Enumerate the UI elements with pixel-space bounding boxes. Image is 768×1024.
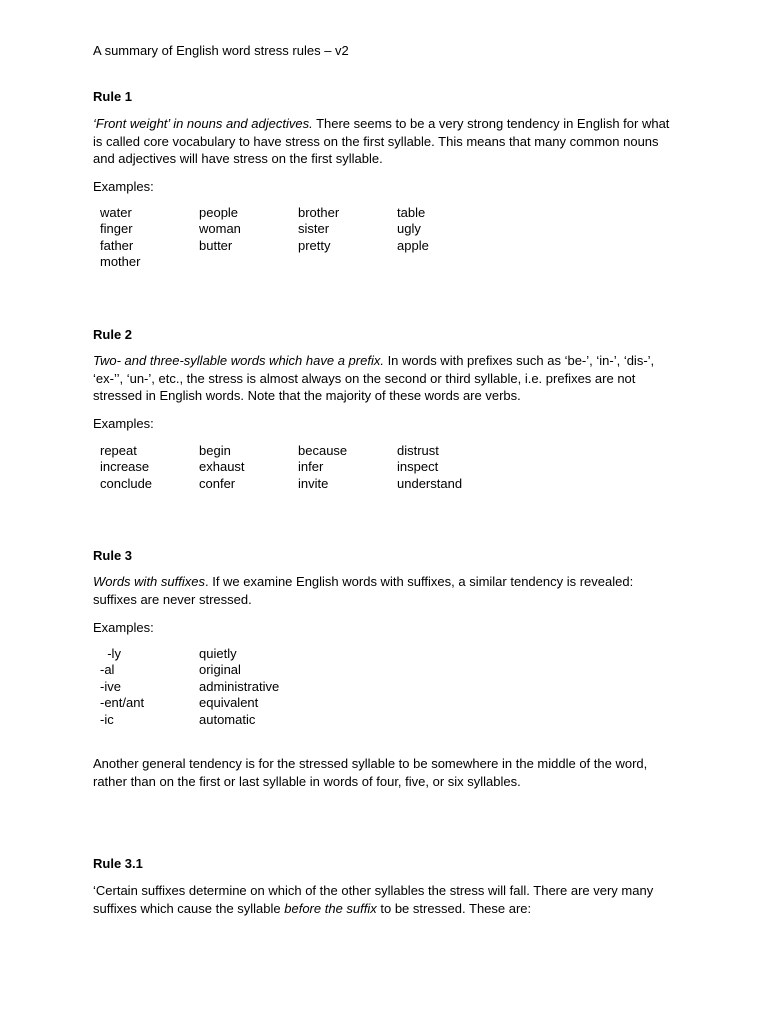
example-word: original [199,662,241,678]
table-row [100,459,496,475]
example-word: pretty [298,237,331,253]
table-row [100,662,319,678]
example-word: exhaust [199,459,245,475]
example-word: quietly [199,646,237,661]
rule-1-heading: Rule 1 [93,89,133,104]
rule-3-1-body-part2: to be stressed. These are: [376,900,532,916]
example-word: distrust [397,443,439,458]
rule-3-examples-table [100,646,319,728]
rule-3-heading: Rule 3 [93,548,133,563]
table-row [100,238,496,254]
example-word: woman [199,221,241,237]
example-word: ugly [397,221,421,237]
example-word [298,254,397,270]
example-word: automatic [199,711,256,727]
table-row [100,205,496,221]
example-word: invite [298,475,329,491]
example-word: people [199,205,239,220]
example-word: equivalent [199,695,259,711]
rule-3-1-paragraph [93,882,678,917]
suffix: -ent/ant [100,695,145,711]
rule-1-lead: ‘Front weight’ in nouns and adjectives. [93,116,313,131]
rule-2-paragraph [93,352,678,405]
rule-1-body: There seems to be a very strong tendency in English for what is called core vocabulary to have stress on the first syllable. This means that many common nouns and adjectives will have stress on the first syllable. [93,116,670,166]
rule-3-body: . If we examine English words with suffixes, a similar tendency is revealed: suffixes are never stressed. [93,574,634,607]
suffix: -ive [100,678,121,694]
example-word: butter [199,237,233,253]
table-row [100,254,496,270]
rule-3-1-body-italic: before the suffix [284,900,377,916]
table-row [100,679,319,695]
example-word: because [298,443,348,458]
example-word: mother [100,254,141,270]
rule-2-examples-table [100,443,496,492]
example-word: confer [199,475,236,491]
rule-3-paragraph [93,573,678,608]
rule-1-examples-label: Examples: [93,179,154,194]
rule-2-heading: Rule 2 [93,327,133,342]
example-word: sister [298,221,330,237]
rule-3-1-heading: Rule 3.1 [93,856,143,871]
suffix: -ly [100,646,121,661]
example-word: apple [397,237,429,253]
example-word: water [100,205,132,220]
table-row [100,646,319,662]
rule-2-lead: Two- and three-syllable words which have a prefix. [93,353,384,368]
table-row [100,476,496,492]
suffix: -ic [100,711,114,727]
suffix: -al [100,662,115,678]
example-word: administrative [199,678,280,694]
example-word: infer [298,459,324,475]
example-word: understand [397,475,463,491]
table-row [100,712,319,728]
example-word: increase [100,459,150,475]
document-title: A summary of English word stress rules – v2 [93,43,349,58]
example-word [397,254,496,270]
rule-3-examples-label: Examples: [93,620,154,635]
example-word: begin [199,443,231,458]
table-row [100,443,496,459]
example-word: finger [100,221,133,237]
rule-1-examples-table [100,205,496,271]
example-word: inspect [397,459,439,475]
example-word: table [397,205,426,220]
table-row [100,221,496,237]
general-tendency-paragraph: Another general tendency is for the stressed syllable to be somewhere in the middle of the word, rather than on the first or last syllable in words of four, five, or six syllables. [93,756,648,789]
example-word: brother [298,205,340,220]
rule-3-lead: Words with suffixes [93,574,205,589]
rule-3-1-body-part1: ‘Certain suffixes determine on which of the other syllables the stress will fall. There are very many suffixes which cause the syllable [93,883,654,916]
rule-1-paragraph [93,115,678,168]
rule-2-body: In words with prefixes such as ‘be-’, ‘in-’, ‘dis-’, ‘ex-’’, ‘un-’, etc., the stress is almost always on the second or third syllable, i.e. prefixes are not stressed in English words. Note that the majority of these words are verbs. [93,353,655,403]
example-word: repeat [100,443,137,458]
example-word: father [100,237,134,253]
rule-2-examples-label: Examples: [93,416,154,431]
example-word: conclude [100,475,153,491]
example-word [199,254,298,270]
table-row [100,695,319,711]
